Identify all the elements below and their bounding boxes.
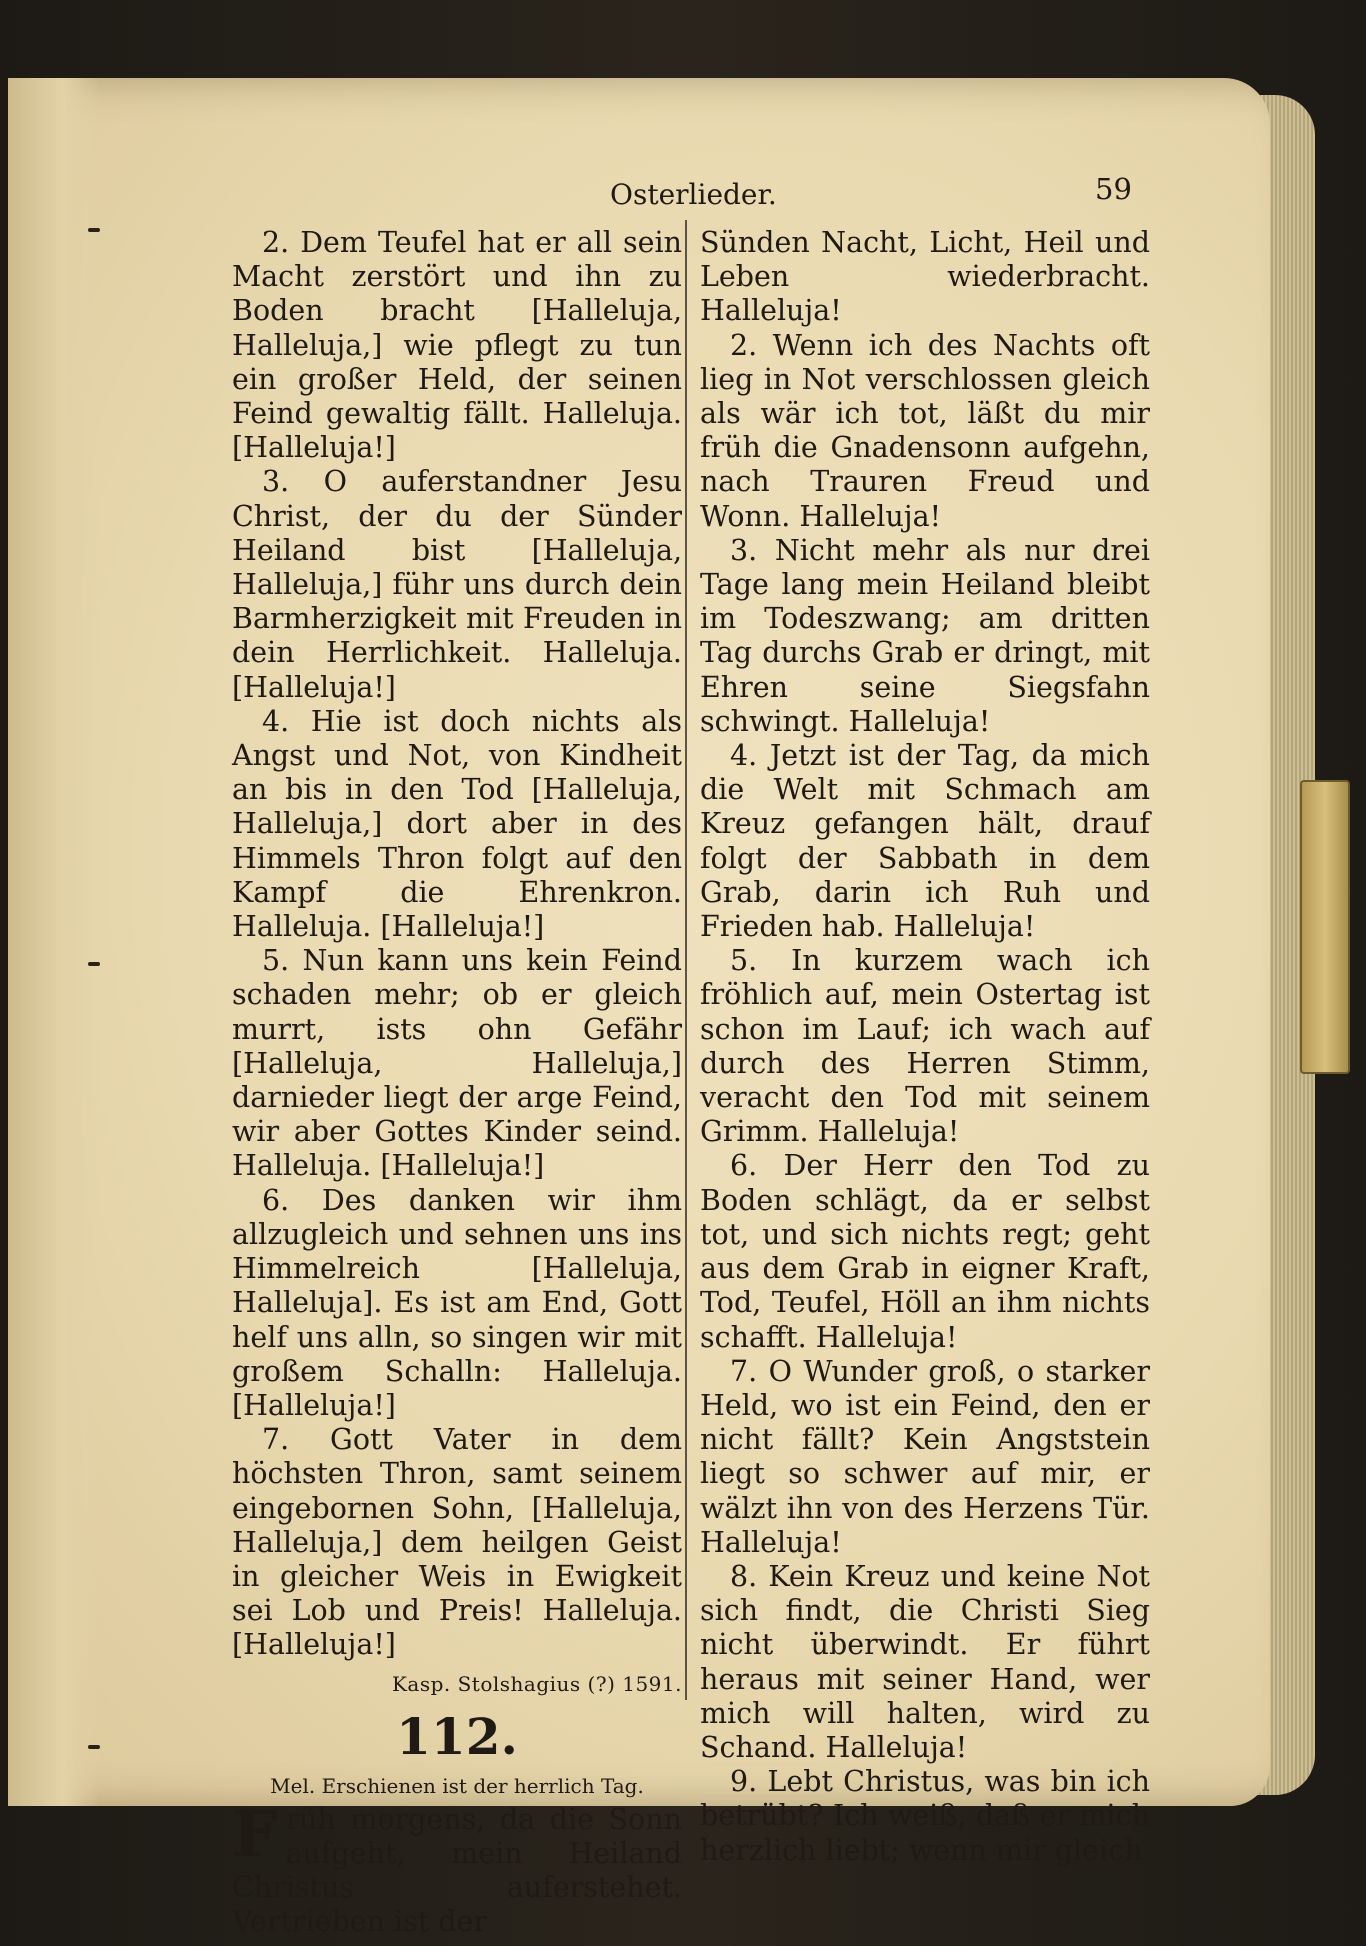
stanza: 9. Lebt Christus, was bin ich betrübt? Ich weiß, daß er mich herzlich liebt; wenn mir gleich (700, 1765, 1150, 1867)
running-header: Osterlieder. (610, 178, 777, 211)
stanza: 2. Dem Teufel hat er all sein Macht zerstört und ihn zu Boden bracht [Halleluja, Halleluja,] wie pflegt zu tun ein großer Held, der seinen Feind gewaltig fällt. Halleluja. [Halleluja!] (232, 226, 682, 465)
stanza: 5. In kurzem wach ich fröhlich auf, mein Ostertag ist schon im Lauf; ich wach auf durch des Herren Stimm, veracht den Tod mit seinem Grimm. Halleluja! (700, 944, 1150, 1149)
melody-line: Mel. Erschienen ist der herrlich Tag. (270, 1773, 644, 1798)
stanza: 7. O Wunder groß, o starker Held, wo ist ein Feind, den er nicht fällt? Kein Angststein liegt so schwer auf mir, er wälzt ihn von des Herzens Tür. Halleluja! (700, 1354, 1150, 1559)
stanza: 3. Nicht mehr als nur drei Tage lang mein Heiland bleibt im Todeszwang; am dritten Tag durchs Grab er dringt, mit Ehren seine Siegsfahn schwingt. Halleluja! (700, 533, 1150, 738)
right-column (700, 226, 1150, 1868)
hymn-attribution: Kasp. Stolshagius (?) 1591. (391, 1671, 682, 1696)
stanza: 6. Der Herr den Tod zu Boden schlägt, da er selbst tot, und sich nichts regt; geht aus dem Grab in eigner Kraft, Tod, Teufel, Höll an ihm nichts schafft. Halleluja! (700, 1149, 1150, 1354)
stanza: 8. Kein Kreuz und keine Not sich findt, die Christi Sieg nicht überwindt. Er führt heraus mit seiner Hand, wer mich will halten, wird zu Schand. Halleluja! (700, 1559, 1150, 1764)
book-clasp (1300, 780, 1350, 1074)
binding-stitch (88, 962, 100, 966)
page-gutter (8, 78, 100, 1806)
opening-text: rüh morgens, da die Sonn aufgeht, mein Heiland Christus auferstehet. Vertrieben ist der (232, 1802, 682, 1939)
binding-stitch (88, 1745, 100, 1749)
stanza: 7. Gott Vater in dem höchsten Thron, samt seinem eingebornen Sohn, [Halleluja, Halleluja,] dem heilgen Geist in gleicher Weis in Ewigkeit sei Lob und Preis! Halleluja. [Halleluja!] (232, 1423, 682, 1662)
stanza: 4. Jetzt ist der Tag, da mich die Welt mit Schmach am Kreuz gefangen hält, drauf folgt der Sabbath in dem Grab, darin ich Ruh und Frieden hab. Halleluja! (700, 739, 1150, 944)
stanza: 6. Des danken wir ihm allzugleich und sehnen uns ins Himmelreich [Halleluja, Halleluja]. Es ist am End, Gott helf uns alln, so singen wir mit großem Schalln: Halleluja. [Halleluja!] (232, 1183, 682, 1422)
page-number: 59 (1095, 172, 1132, 206)
stanza: 4. Hie ist doch nichts als Angst und Not, von Kindheit an bis in den Tod [Halleluja, Halleluja,] dort aber in des Himmels Thron folgt auf den Kampf die Ehrenkron. Halleluja. [Halleluja!] (232, 704, 682, 944)
drop-cap: F (232, 1796, 278, 1872)
stanza: 2. Wenn ich des Nachts oft lieg in Not verschlossen gleich als wär ich tot, läßt du mir früh die Gnadensonn aufgehn, nach Trauren Freud und Wonn. Halleluja! (700, 328, 1150, 533)
stanza: 3. O auferstandner Jesu Christ, der du der Sünder Heiland bist [Halleluja, Halleluja,] führ uns durch dein Barmherzigkeit mit Freuden in dein Herrlichkeit. Halleluja. [Halleluja!] (232, 465, 682, 704)
hymn-opening (232, 1796, 682, 1940)
stanza: Sünden Nacht, Licht, Heil und Leben wiederbracht. Halleluja! (700, 226, 1150, 328)
binding-stitch (88, 228, 100, 232)
left-column (232, 226, 682, 1940)
stanza: 5. Nun kann uns kein Feind schaden mehr; ob er gleich murrt, ists ohn Gefähr [Halleluja, Halleluja,] darnieder liegt der arge Feind, wir aber Gottes Kinder seind. Halleluja. [Halleluja!] (232, 944, 682, 1183)
hymn-number: 112. (396, 1706, 518, 1766)
column-divider (685, 220, 687, 1700)
